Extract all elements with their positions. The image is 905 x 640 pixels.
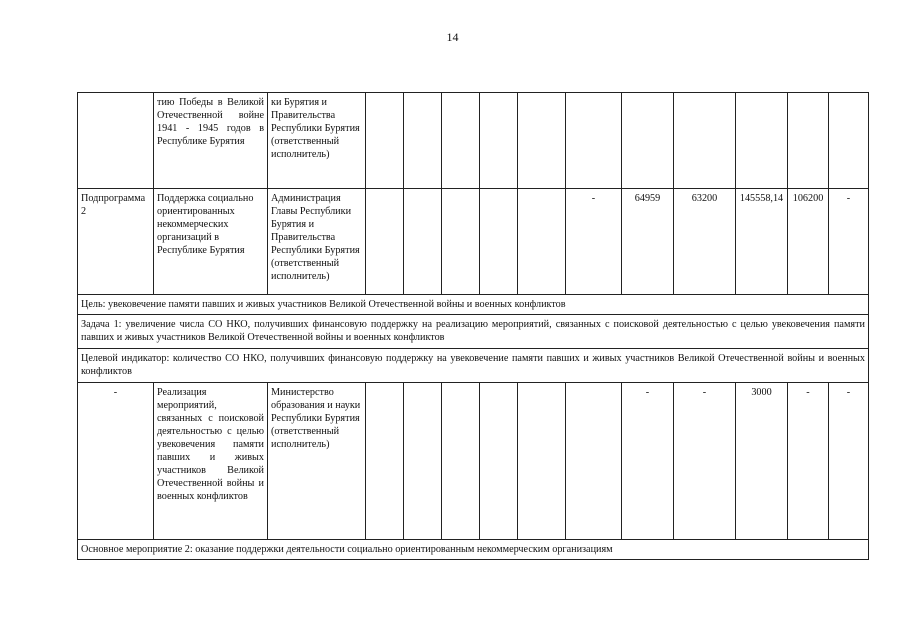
cell-value [622, 93, 674, 189]
goal-text: Цель: увековечение памяти павших и живых участников Великой Отечественной войны и военных конфликтов [78, 295, 869, 315]
cell-value: - [622, 383, 674, 540]
indicator-text: Целевой индикатор: количество СО НКО, получивших финансовую поддержку на увековечение памяти павших и живых участников Великой Отечественной войны и военных конфликтов [78, 349, 869, 383]
program-table [77, 92, 869, 560]
cell-value [736, 93, 788, 189]
cell-value: 64959 [622, 189, 674, 295]
cell-value: - [674, 383, 736, 540]
cell-value [518, 93, 566, 189]
cell-value [788, 93, 829, 189]
cell-value [518, 189, 566, 295]
cell-value [566, 93, 622, 189]
cell-value: - [829, 189, 869, 295]
cell-executor: ки Бурятия и Правительства Республики Бурятия (ответственный исполнитель) [268, 93, 366, 189]
cell-status [78, 93, 154, 189]
cell-value [518, 383, 566, 540]
cell-value: 145558,14 [736, 189, 788, 295]
cell-value [480, 93, 518, 189]
cell-value [480, 383, 518, 540]
cell-value [829, 93, 869, 189]
cell-value [404, 93, 442, 189]
cell-value [366, 383, 404, 540]
cell-value [674, 93, 736, 189]
table-row-main-event [78, 540, 869, 560]
cell-value [480, 189, 518, 295]
table-row-task [78, 315, 869, 349]
cell-value: - [788, 383, 829, 540]
page-number: 14 [446, 30, 459, 44]
cell-value: 63200 [674, 189, 736, 295]
cell-value [566, 383, 622, 540]
cell-name: Поддержка социально ориентированных некоммерческих организаций в Республике Бурятия [154, 189, 268, 295]
table-row-goal [78, 295, 869, 315]
cell-executor: Администрация Главы Республики Бурятия и Правительства Республики Бурятия (ответственный исполнитель) [268, 189, 366, 295]
cell-value [366, 93, 404, 189]
cell-value [442, 93, 480, 189]
cell-value [442, 383, 480, 540]
table-row-subprogram [78, 189, 869, 295]
table-row-measure [78, 383, 869, 540]
cell-executor: Министерство образования и науки Республики Бурятия (ответственный исполнитель) [268, 383, 366, 540]
main-event-text: Основное мероприятие 2: оказание поддержки деятельности социально ориентированным некоммерческим организациям [78, 540, 869, 560]
cell-status: Подпрограмма 2 [78, 189, 154, 295]
table-row-continuation [78, 93, 869, 189]
cell-status: - [78, 383, 154, 540]
task-text: Задача 1: увеличение числа СО НКО, получивших финансовую поддержку на реализацию мероприятий, связанных с поисковой деятельностью с целью увековечения памяти павших и живых участников Великой Отечественной войны и военных конфликтов [78, 315, 869, 349]
cell-value [366, 189, 404, 295]
cell-value: - [566, 189, 622, 295]
cell-name: тию Победы в Великой Отечественной войне 1941 - 1945 годов в Республике Бурятия [154, 93, 268, 189]
cell-value [404, 189, 442, 295]
cell-value [442, 189, 480, 295]
cell-name: Реализация мероприятий, связанных с поисковой деятельностью с целью увековечения памяти павших и живых участников Великой Отечественной войны и военных конфликтов [154, 383, 268, 540]
cell-value [404, 383, 442, 540]
cell-value: 106200 [788, 189, 829, 295]
cell-value: - [829, 383, 869, 540]
table-row-indicator [78, 349, 869, 383]
cell-value: 3000 [736, 383, 788, 540]
